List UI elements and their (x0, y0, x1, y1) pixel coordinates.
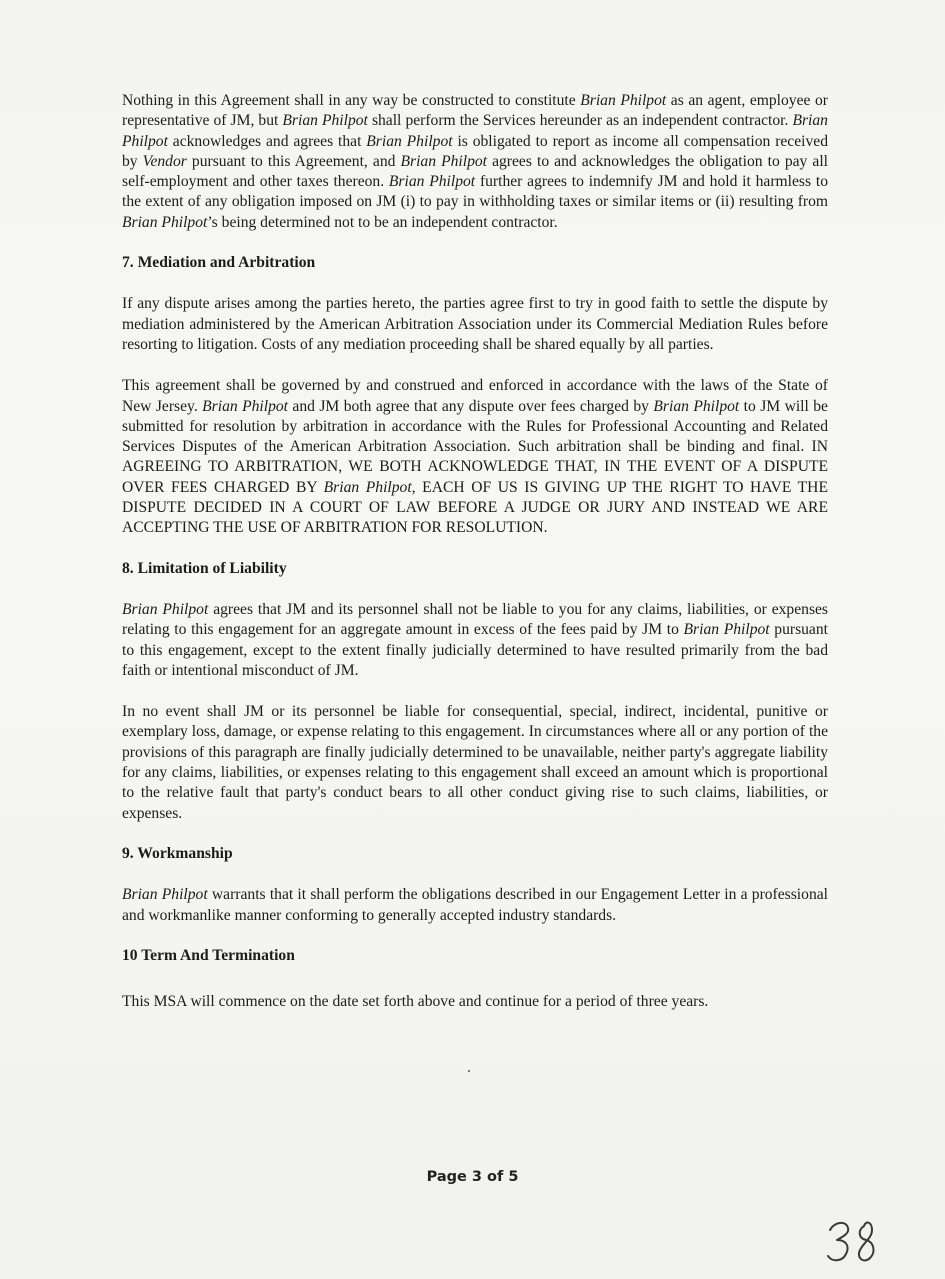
mediation-paragraph: If any dispute arises among the parties hereto, the parties agree first to try in good faith to settle the dispute by mediation administered by the American Arbitration Association under its Commercial Mediation Rules before resorting to litigation. Costs of any mediation proceeding shall be shared equally by all parties. (122, 295, 828, 353)
section-7-heading: 7. Mediation and Arbitration (122, 254, 316, 272)
party-name: Brian Philpot (366, 132, 453, 150)
text-run: Nothing in this Agreement shall in any way be constructed to constitute (122, 92, 581, 109)
text-run: , EACH OF US IS GIVING UP THE RIGHT TO HAVE THE DISPUTE DECIDED IN A COURT OF LAW BEFORE A JUDGE OR JURY AND INSTEAD WE ARE ACCEPTING THE USE OF ARBITRATION FOR RESOLUTION. (122, 478, 828, 537)
section-10-heading: 10 Term And Termination (122, 946, 295, 964)
workmanship-paragraph (122, 885, 828, 926)
text-run: This agreement shall be governed by and construed and enforced in accordance with the laws of the State of New Jersey. (122, 377, 828, 415)
handwritten-page-mark (820, 1208, 890, 1268)
liability-cap-paragraph (122, 600, 828, 681)
text-run: acknowledges and agrees that (167, 132, 367, 150)
text-run: to JM will be submitted for resolution by arbitration in accordance with the Rules for Professional Accounting and Related Services Disputes of the American Arbitration Association. Such arbitration shall be binding and final. IN AGREEING TO ARBITRATION, WE BOTH ACKNOWLEDGE THAT, IN THE EVENT OF A DISPUTE OVER FEES CHARGED BY (122, 397, 828, 496)
text-run: agrees that JM and its personnel shall not be liable to you for any claims, liabilities, or expenses relating to this engagement for an aggregate amount in excess of the fees paid by JM to (122, 600, 828, 639)
party-name: Brian Philpot (202, 397, 288, 415)
party-name: Brian Philpot (653, 397, 740, 415)
arbitration-paragraph (122, 376, 828, 538)
independent-contractor-paragraph (122, 91, 828, 233)
text-run: pursuant to this engagement, except to the extent finally judicially determined to have resulted primarily from the bad faith or intentional misconduct of JM. (122, 621, 828, 679)
text-run: ’s being determined not to be an independent contractor. (207, 213, 558, 231)
section-9-heading: 9. Workmanship (122, 844, 233, 862)
vendor-term: Vendor (142, 152, 187, 170)
ink-speck (468, 1070, 470, 1072)
party-name: Brian Philpot (400, 152, 488, 170)
text-run: is obligated to report as income all compensation received by (122, 132, 828, 170)
party-name: Brian Philpot (580, 92, 667, 109)
text-run: further agrees to indemnify JM and hold it harmless to the extent of any obligation imposed on JM (i) to pay in withholding taxes or similar items or (ii) resulting from (122, 173, 828, 211)
party-name: Brian Philpot (122, 886, 208, 904)
party-name: Brian Philpot (323, 478, 412, 496)
party-name: Brian Philpot (683, 621, 770, 639)
text-run: as an agent, employee or representative of JM, but (122, 92, 828, 130)
party-name: Brian Philpot (122, 112, 828, 150)
party-name: Brian Philpot (282, 112, 368, 130)
party-name: Brian Philpot (122, 600, 209, 618)
text-run: shall perform the Services hereunder as an independent contractor. (367, 112, 793, 130)
text-run: pursuant to this Agreement, and (186, 152, 401, 170)
page-number: Page 3 of 5 (426, 1169, 519, 1185)
document-body (122, 91, 828, 1012)
section-8-heading: 8. Limitation of Liability (122, 559, 287, 577)
text-run: agrees to and acknowledges the obligation to pay all self-employment and other taxes thereon. (122, 152, 828, 191)
consequential-damages-paragraph: In no event shall JM or its personnel be liable for consequential, special, indirect, incidental, punitive or exemplary loss, damage, or expense relating to this engagement. In circumstances where all or any portion of the provisions of this paragraph are finally judicially determined to be unavailable, neither party's aggregate liability for any claims, liabilities, or expenses relating to this engagement shall exceed an amount which is proportional to the relative fault that party's conduct bears to all other conduct giving rise to such claims, liabilities, or expenses. (122, 703, 828, 822)
text-run: and JM both agree that any dispute over fees charged by (288, 397, 654, 415)
party-name: Brian Philpot (388, 173, 476, 191)
text-run: warrants that it shall perform the obligations described in our Engagement Letter in a professional and workmanlike manner conforming to generally accepted industry standards. (122, 886, 828, 924)
party-name: Brian Philpot (122, 213, 208, 231)
term-paragraph: This MSA will commence on the date set forth above and continue for a period of three years. (122, 993, 709, 1011)
